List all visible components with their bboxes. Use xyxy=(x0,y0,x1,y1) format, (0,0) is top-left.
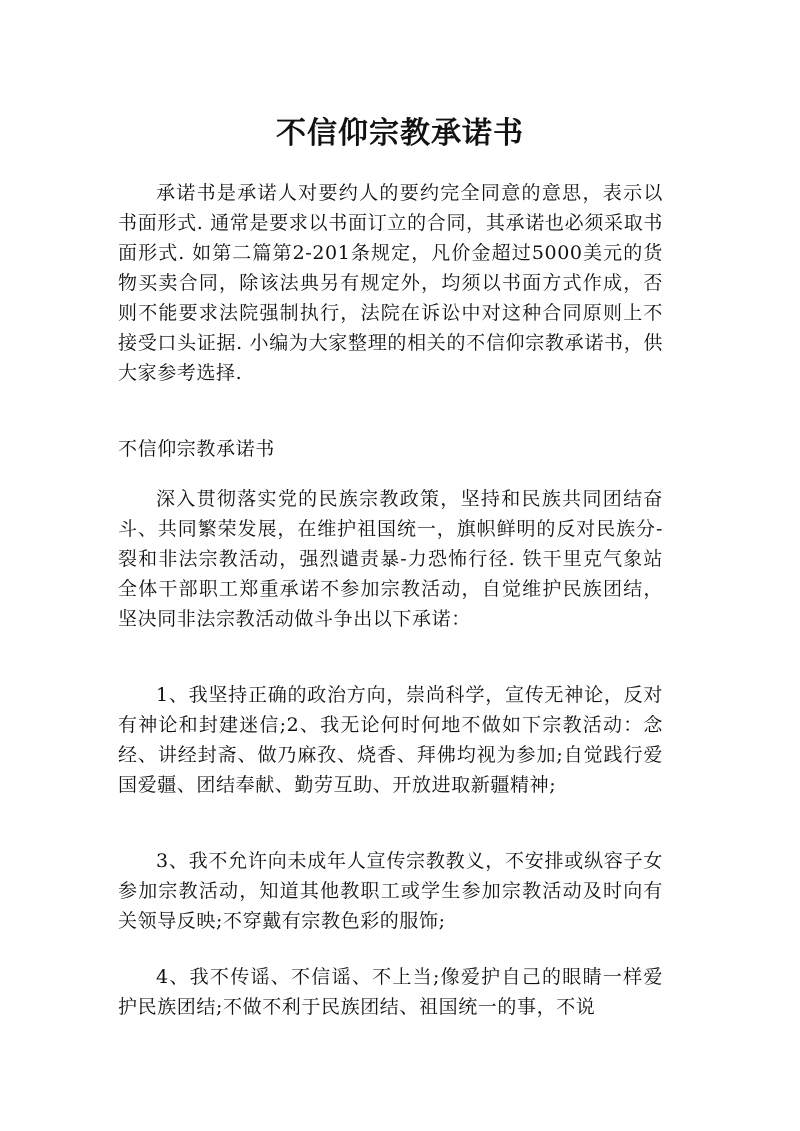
body-paragraph: 3、我不允许向未成年人宣传宗教教义，不安排或纵容子女参加宗教活动，知道其他教职工或学生参加宗教活动及时向有关领导反映;不穿戴有宗教色彩的服饰; xyxy=(118,850,663,932)
body-paragraph: 1、我坚持正确的政治方向，崇尚科学，宣传无神论，反对有神论和封建迷信;2、我无论何时何地不做如下宗教活动：念经、讲经封斋、做乃麻孜、烧香、拜佛均视为参加;自觉践行爱国爱疆、团结奉献、勤劳互助、开放进取新疆精神; xyxy=(118,684,663,796)
body-paragraph: 深入贯彻落实党的民族宗教政策，坚持和民族共同团结奋斗、共同繁荣发展，在维护祖国统一，旗帜鲜明的反对民族分-裂和非法宗教活动，强烈谴责暴-力恐怖行径. 铁干里克气象站全体干部职工郑重承诺不参加宗教活动，自觉维护民族团结，坚决同非法宗教活动做斗争出以下承诺： xyxy=(118,488,663,630)
document-title: 不信仰宗教承诺书 xyxy=(276,116,524,151)
body-paragraph: 4、我不传谣、不信谣、不上当;像爱护自己的眼睛一样爱护民族团结;不做不利于民族团结、祖国统一的事，不说 xyxy=(118,966,663,1018)
section-subtitle: 不信仰宗教承诺书 xyxy=(118,438,275,460)
intro-paragraph: 承诺书是承诺人对要约人的要约完全同意的意思，表示以书面形式. 通常是要求以书面订立的合同，其承诺也必须采取书面形式. 如第二篇第2-201条规定，凡价金超过5000美元的货物买卖合同，除该法典另有规定外，均须以书面方式作成，否则不能要求法院强制执行，法院在诉讼中对这种合同原则上不接受口头证据. 小编为大家整理的相关的不信仰宗教承诺书，供大家参考选择. xyxy=(118,182,663,384)
